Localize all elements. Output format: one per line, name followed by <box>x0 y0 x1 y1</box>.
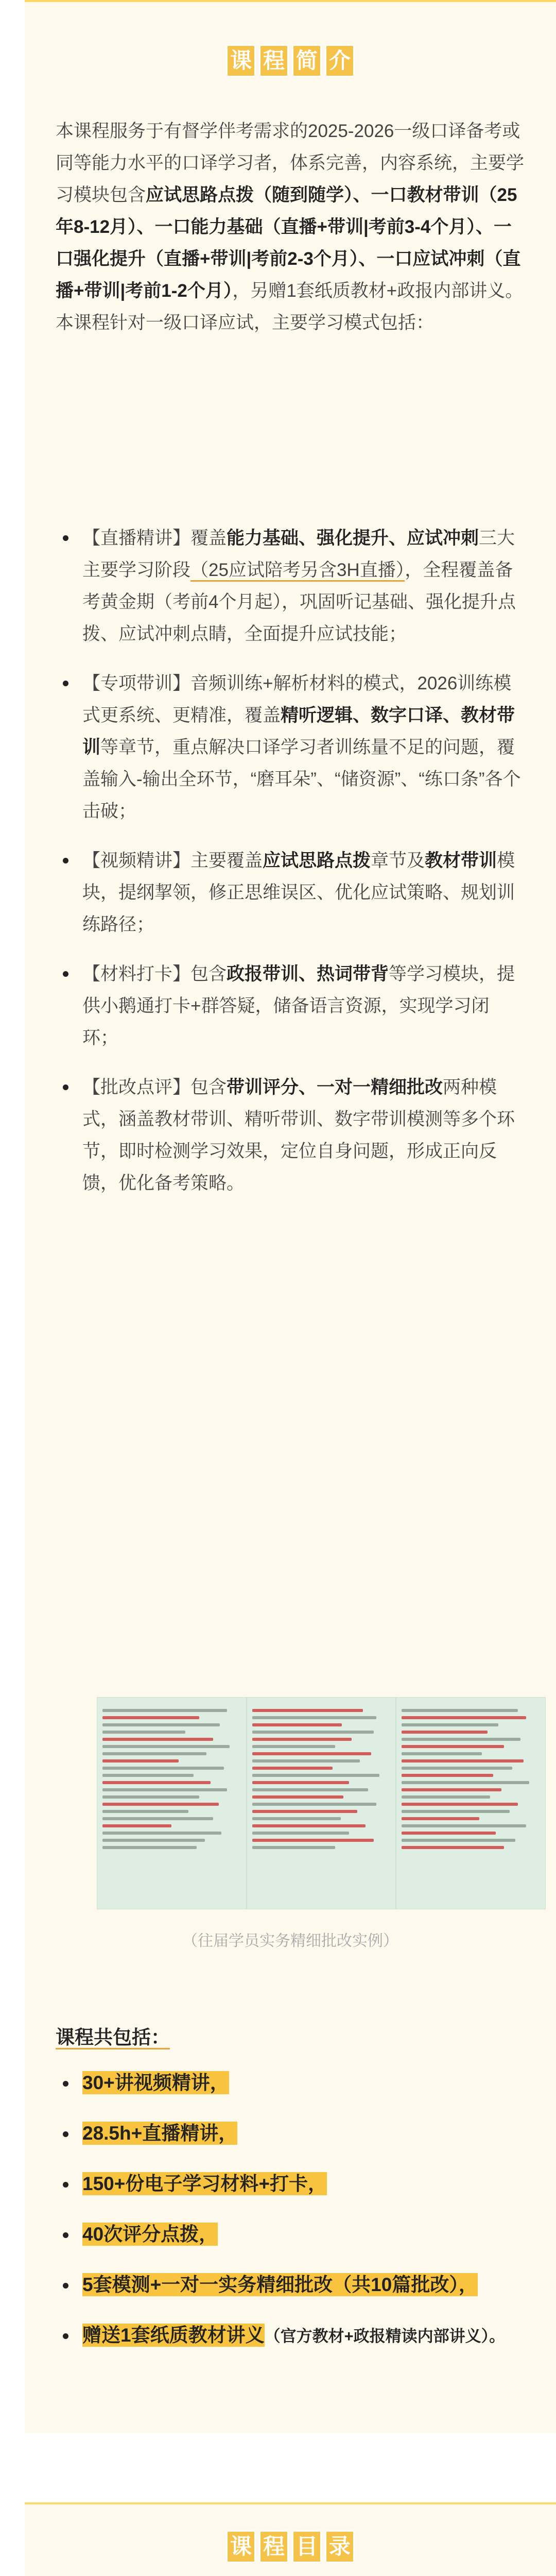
section-title-catalog <box>226 2530 355 2563</box>
list-item: 150+份电子学习材料+打卡， <box>56 2168 529 2200</box>
image-caption: （往届学员实务精细批改实例） <box>182 1933 398 1950</box>
title-char: 介 <box>325 44 355 77</box>
list-item: 5套模测+一对一实务精细批改（共10篇批改）， <box>56 2269 529 2301</box>
title-char: 程 <box>259 44 289 77</box>
includes-heading: 课程共包括： <box>56 2027 170 2048</box>
list-item: 【专项带训】音频训练+解析材料的模式，2026训练模式更系统、更精准，覆盖精听逻辑、数字口译、教材带训等章节，重点解决口译学习者训练量不足的问题，覆盖输入-输出全环节，“磨耳朵”、“储资源”、“练口条”各个击破； <box>56 668 524 827</box>
title-char: 课 <box>226 2530 256 2563</box>
title-char: 课 <box>226 44 256 77</box>
list-item: 【直播精讲】覆盖能力基础、强化提升、应试冲刺三大主要学习阶段（25应试陪考另含3H直播），全程覆盖备考黄金期（考前4个月起），巩固听记基础、强化提升点拨、应试冲刺点睛，全面提升应试技能； <box>56 522 524 650</box>
learning-modes-list <box>56 522 524 1217</box>
correction-sample-image <box>97 1697 546 1909</box>
title-char: 录 <box>325 2530 355 2563</box>
list-item: 40次评分点拨， <box>56 2218 529 2250</box>
list-item: 【批改点评】包含带训评分、一对一精细批改两种模式，涵盖教材带训、精听带训、数字带训模测等多个环节，即时检测学习效果，定位自身问题，形成正向反馈，优化备考策略。 <box>56 1072 524 1199</box>
includes-list <box>56 2067 529 2371</box>
title-char: 目 <box>292 2530 322 2563</box>
course-catalog-card <box>25 2502 556 2576</box>
sample-column <box>247 1698 397 1909</box>
list-item: 【视频精讲】主要覆盖应试思路点拨章节及教材带训模块，提纲挈领，修正思维误区、优化应试策略、规划训练路径； <box>56 845 524 941</box>
list-item: 30+讲视频精讲， <box>56 2067 529 2099</box>
section-title-intro <box>226 44 355 77</box>
course-intro-card <box>25 0 556 2433</box>
intro-paragraph: 本课程服务于有督学伴考需求的2025-2026一级口译备考或同等能力水平的口译学习者，体系完善，内容系统，主要学习模块包含应试思路点拨（随到随学）、一口教材带训（25年8-12月）、一口能力基础（直播+带训|考前3-4个月）、一口强化提升（直播+带训|考前2-3个月）、一口应试冲刺（直播+带训|考前1-2个月），另赠1套纸质教材+政报内部讲义。本课程针对一级口译应试，主要学习模式包括： <box>56 121 525 333</box>
title-char: 程 <box>259 2530 289 2563</box>
list-item: 28.5h+直播精讲， <box>56 2117 529 2149</box>
list-item: 【材料打卡】包含政报带训、热词带背等学习模块，提供小鹅通打卡+群答疑，储备语言资源，实现学习闭环； <box>56 958 524 1054</box>
title-char: 简 <box>292 44 322 77</box>
list-item: 赠送1套纸质教材讲义（官方教材+政报精读内部讲义）。 <box>56 2319 529 2352</box>
sample-column <box>97 1698 247 1909</box>
sample-column <box>396 1698 545 1909</box>
